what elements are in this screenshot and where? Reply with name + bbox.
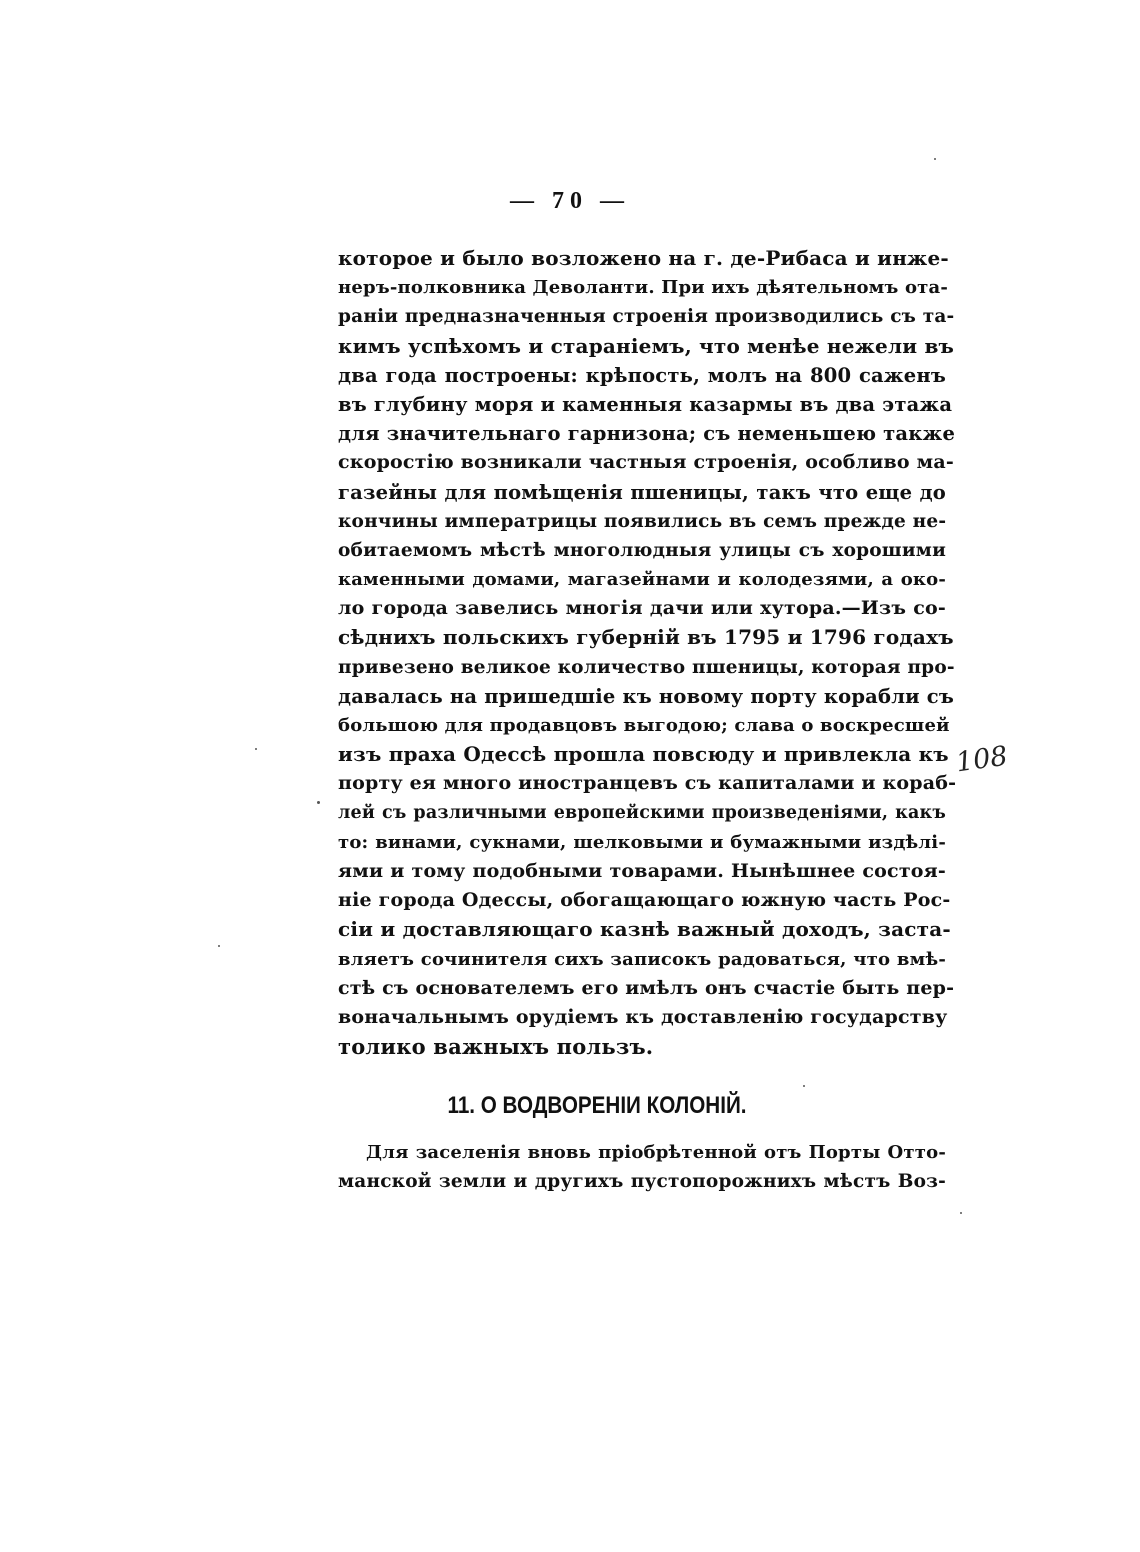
text-line: ніе города Одессы, обогащающаго южную часть Рос- [338, 889, 951, 912]
paragraph-2 [338, 1138, 946, 1196]
text-line: изъ праха Одессѣ прошла повсюду и привлекла къ [338, 742, 949, 767]
text-line: манской земли и другихъ пустопорожнихъ мѣстъ Воз- [338, 1171, 946, 1193]
text-line: скоростію возникали частныя строенія, особливо ма- [338, 451, 954, 474]
text-line: толико важныхъ пользъ. [338, 1034, 654, 1060]
paper-speck [317, 801, 320, 804]
text-line: для значительнаго гарнизона; съ неменьшею также [338, 422, 956, 446]
paper-speck [934, 158, 936, 160]
text-line: то: винами, сукнами, шелковыми и бумажными издѣлі- [338, 831, 946, 853]
section-heading: 11. О ВОДВОРЕНІИ КОЛОНІЙ. [447, 1092, 747, 1119]
text-line: ями и тому подобными товарами. Нынѣшнее состоя- [338, 859, 946, 882]
text-line: привезено великое количество пшеницы, которая про- [338, 656, 955, 678]
text-line: кимъ успѣхомъ и стараніемъ, что менѣе нежели въ [338, 333, 955, 358]
paper-speck [218, 945, 220, 947]
text-line: обитаемомъ мѣстѣ многолюдныя улицы съ хорошими [338, 539, 946, 561]
text-line: сѣднихъ польскихъ губерній въ 1795 и 1796 годахъ [338, 625, 954, 650]
text-line: лей съ различными европейскими произведеніями, какъ [338, 802, 946, 823]
paper-speck [255, 748, 257, 750]
text-line: ло города завелись многія дачи или хутора.—Изъ со- [338, 597, 946, 620]
text-line: давалась на пришедшіе къ новому порту корабли съ [338, 684, 955, 708]
paragraph-1 [338, 244, 957, 1061]
text-line: въ глубину моря и каменныя казармы въ два этажа [338, 392, 953, 416]
paper-speck [960, 1212, 962, 1214]
text-line: два года построены: крѣпость, молъ на 800 саженъ [338, 363, 946, 387]
paper-speck [803, 1085, 805, 1087]
margin-annotation: 108 [954, 740, 1010, 779]
text-line: которое и было возложено на г. де-Рибаса и инже- [338, 246, 949, 270]
text-line: каменными домами, магазейнами и колодезями, а око- [338, 569, 946, 591]
text-line: неръ-полковника Деволанти. При ихъ дѣятельномъ ота- [338, 277, 949, 299]
text-line: газейны для помѣщенія пшеницы, такъ что еще до [338, 480, 946, 504]
page-number: — 70 — [510, 188, 630, 214]
text-line: стѣ съ основателемъ его имѣлъ онъ счастіе быть пер- [338, 976, 955, 999]
text-line: кончины императрицы появились въ семъ прежде не- [338, 510, 947, 532]
text-line: воначальнымъ орудіемъ къ доставленію государству [338, 1005, 948, 1028]
text-line: раніи предназначенныя строенія производились съ та- [338, 306, 955, 328]
text-line: большою для продавцовъ выгодою; слава о воскресшей [338, 715, 950, 736]
text-line: Для заселенія вновь пріобрѣтенной отъ Порты Отто- [366, 1142, 946, 1163]
text-line: порту ея много иностранцевъ съ капиталами и кораб- [338, 772, 957, 795]
text-line: сіи и доставляющаго казнѣ важный доходъ, заста- [338, 917, 951, 942]
text-line: вляетъ сочинителя сихъ записокъ радоваться, что вмѣ- [338, 948, 946, 970]
